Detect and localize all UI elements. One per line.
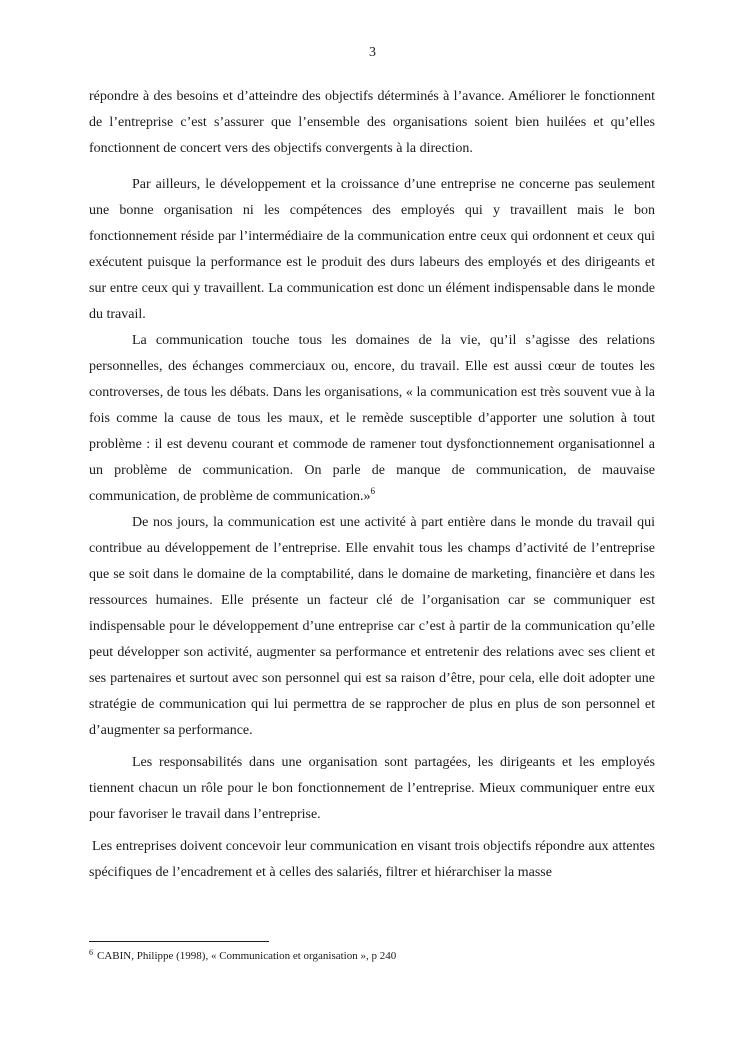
footnote [89, 948, 655, 964]
footnote-text: CABIN, Philippe (1998), « Communication et organisation », p 240 [97, 950, 397, 962]
body-text [89, 84, 655, 886]
paragraph-5: Les responsabilités dans une organisation sont partagées, les dirigeants et les employés tiennent chacun un rôle pour le bon fonctionnement de l’entreprise. Mieux communiquer entre eux pour favoriser le travail dans l’entreprise. [89, 755, 655, 822]
paragraph-3 [89, 328, 655, 510]
footnote-separator [89, 941, 269, 942]
footnote-reference: 6 [370, 486, 375, 496]
paragraph-6: Les entreprises doivent concevoir leur communication en visant trois objectifs répondre aux attentes spécifiques de l’encadrement et à celles des salariés, filtrer et hiérarchiser la masse [89, 839, 655, 880]
footnote-number: 6 [89, 948, 93, 957]
paragraph-1: répondre à des besoins et d’atteindre des objectifs déterminés à l’avance. Améliorer le fonctionnent de l’entreprise c’est s’assurer que l’ensemble des organisations soient bien huilées et qu’elles fonctionnent de concert vers des objectifs convergents à la direction. [89, 89, 655, 156]
paragraph-4: De nos jours, la communication est une activité à part entière dans le monde du travail qui contribue au développement de l’entreprise. Elle envahit tous les champs d’activité de l’entreprise que se soit dans le domaine de la comptabilité, dans le domaine de marketing, financière et dans les ressources humaines. Elle présente un facteur clé de l’organisation car se communiquer est indispensable pour le développement d’une entreprise car c’est à partir de la communication qu’elle peut développer son activité, augmenter sa performance et entretenir des relations avec ses client et ses partenaires et surtout avec son personnel qui est sa raison d’être, pour cela, elle doit adopter une stratégie de communication qui lui permettra de se rapprocher de plus en plus de son personnel et d’augmenter sa performance. [89, 515, 655, 738]
paragraph-2: Par ailleurs, le développement et la croissance d’une entreprise ne concerne pas seulement une bonne organisation ni les compétences des employés qui y travaillent mais le bon fonctionnement réside par l’intermédiaire de la communication entre ceux qui ordonnent et ceux qui exécutent puisque la performance est le produit des durs labeurs des employés et des dirigeants et sur entre ceux qui y travaillent. La communication est donc un élément indispensable dans le monde du travail. [89, 177, 655, 322]
page-number: 3 [369, 45, 376, 60]
paragraph-3-text: La communication touche tous les domaines de la vie, qu’il s’agisse des relations personnelles, des échanges commerciaux ou, encore, du travail. Elle est aussi cœur de toutes les controverses, de tous les débats. Dans les organisations, « la communication est très souvent vue à la fois comme la cause de tous les maux, et le remède susceptible d’apporter une solution à tout problème : il est devenu courant et commode de ramener tout dysfonctionnement organisationnel a un problème de communication. On parle de manque de communication, de mauvaise communication, de problème de communication.» [89, 333, 655, 504]
